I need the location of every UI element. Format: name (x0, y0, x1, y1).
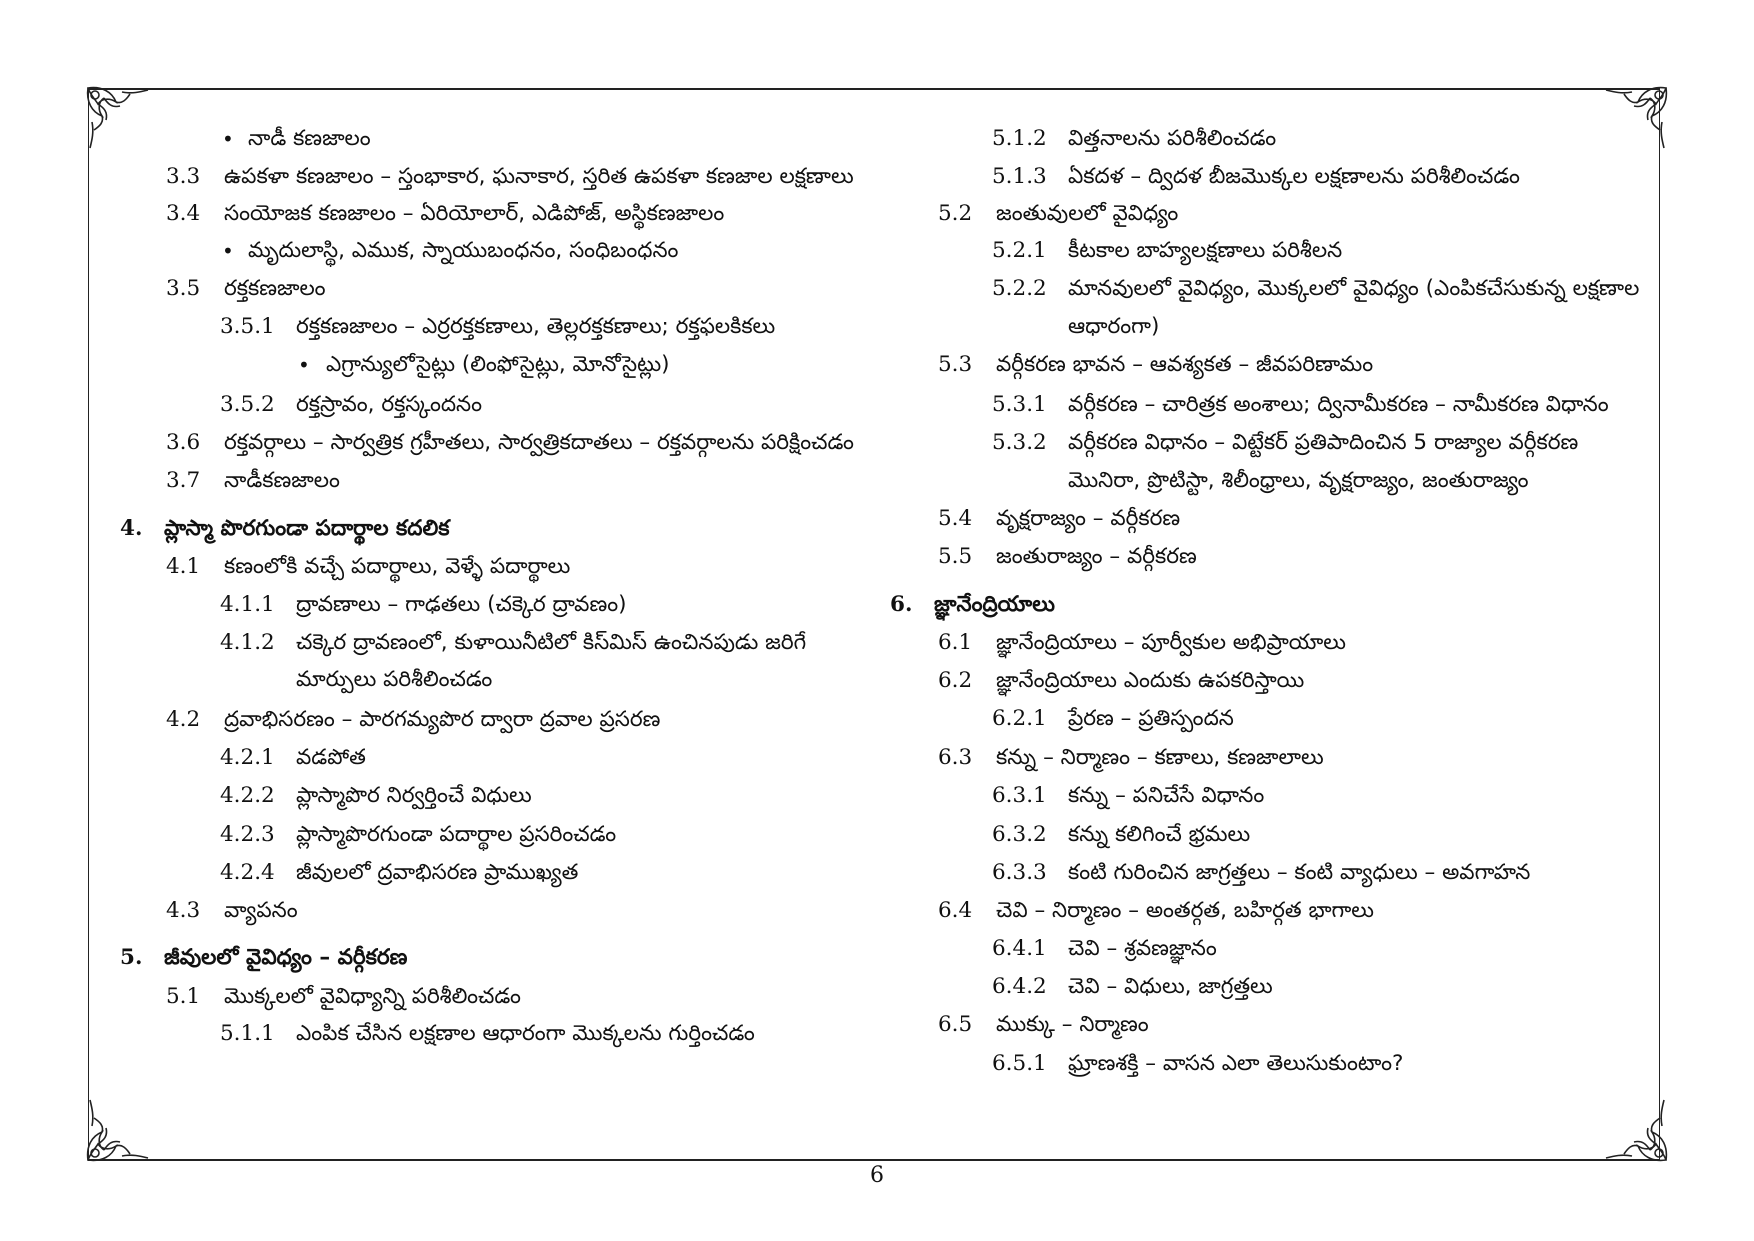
toc-entry-title: మొనిరా, ప్రొటిస్టా, శిలీంధ్రాలు, వృక్షరాజ్యం, జంతురాజ్యం (1068, 468, 1529, 493)
toc-entry-title: జంతువులలో వైవిధ్యం (996, 201, 1179, 226)
toc-entry-number: 6.4 (938, 898, 973, 923)
toc-entry-title: మృదులాస్థి, ఎముక, స్నాయుబంధనం, సంధిబంధనం (248, 238, 679, 263)
toc-entry-number: 6.3.2 (992, 822, 1047, 847)
toc-entry-title: ముక్కు – నిర్మాణం (996, 1012, 1149, 1037)
toc-entry-title: జీవులలో వైవిధ్యం – వర్గీకరణ (164, 945, 408, 970)
toc-entry-number: 4.2.1 (220, 745, 275, 770)
toc-entry-title: వడపోత (296, 745, 366, 770)
toc-entry-title: చెవి – శ్రవణజ్ఞానం (1068, 936, 1217, 961)
toc-entry-title: ప్లాస్మాపొరగుండా పదార్థాల ప్రసరించడం (296, 822, 617, 847)
toc-entry-number: 4.2.3 (220, 822, 275, 847)
toc-entry-title: జంతురాజ్యం – వర్గీకరణ (996, 544, 1197, 569)
toc-entry-number: 5.1.1 (220, 1021, 275, 1046)
toc-entry-title: మానవులలో వైవిధ్యం, మొక్కలలో వైవిధ్యం (ఎంపికచేసుకున్న లక్షణాల (1068, 276, 1640, 301)
toc-entry-number: 6.3.3 (992, 860, 1047, 885)
toc-entry-title: చక్కెర ద్రావణంలో, కుళాయినీటిలో కిస్‌మిస్ ఉంచినపుడు జరిగే (296, 630, 807, 655)
toc-entry-title: ప్లాస్మాపొర నిర్వర్తించే విధులు (296, 783, 532, 808)
corner-ornament-top-right (1602, 82, 1672, 152)
toc-entry-number: 6.3 (938, 745, 973, 770)
toc-entry-number: 3.6 (166, 430, 201, 455)
toc-entry-number: 5.3.2 (992, 430, 1047, 455)
toc-entry-title: ఏకదళ – ద్విదళ బీజమొక్కల లక్షణాలను పరిశీలించడం (1068, 164, 1520, 189)
toc-entry-number: 5.4 (938, 506, 973, 531)
toc-entry-title: కీటకాల బాహ్యలక్షణాలు పరిశీలన (1068, 238, 1343, 263)
toc-entry-number: 6.5.1 (992, 1051, 1047, 1076)
toc-entry-title: ఆధారంగా) (1068, 314, 1160, 339)
toc-entry-number: 5.3 (938, 352, 973, 377)
toc-entry-number: 4.1.2 (220, 630, 275, 655)
toc-entry-title: రక్తకణజాలం (224, 276, 326, 301)
toc-entry-number: 5.5 (938, 544, 973, 569)
corner-ornament-bottom-right (1602, 1096, 1672, 1166)
toc-entry-title: వర్గీకరణ విధానం – విట్టేకర్ ప్రతిపాదించిన 5 రాజ్యాల వర్గీకరణ (1068, 430, 1579, 455)
toc-entry-title: ప్లాస్మా పొరగుండా పదార్థాల కదలిక (164, 516, 450, 541)
page-number: 6 (870, 1163, 884, 1188)
toc-entry-title: రక్తస్రావం, రక్తస్కందనం (296, 392, 483, 417)
toc-entry-title: ద్రవాభిసరణం – పారగమ్యపొర ద్వారా ద్రవాల ప్రసరణ (224, 707, 661, 732)
toc-entry-number: 5.2.1 (992, 238, 1047, 263)
bullet-icon: • (222, 239, 234, 263)
toc-entry-number: 5.3.1 (992, 392, 1047, 417)
toc-entry-number: 3.5 (166, 276, 201, 301)
toc-entry-number: 3.3 (166, 164, 201, 189)
toc-entry-number: 6. (890, 592, 913, 617)
toc-entry-title: ద్రావణాలు – గాఢతలు (చక్కెర ద్రావణం) (296, 592, 627, 617)
toc-entry-title: మార్పులు పరిశీలించడం (296, 667, 493, 692)
toc-entry-title: వర్గీకరణ భావన – ఆవశ్యకత – జీవపరిణామం (996, 352, 1374, 377)
toc-entry-number: 6.1 (938, 630, 973, 655)
toc-entry-number: 3.5.2 (220, 392, 275, 417)
toc-entry-title: కన్ను కలిగించే భ్రమలు (1068, 822, 1251, 847)
toc-entry-title: కణంలోకి వచ్చే పదార్థాలు, వెళ్ళే పదార్థాలు (224, 554, 571, 579)
corner-ornament-top-left (82, 82, 152, 152)
toc-entry-number: 4.2 (166, 707, 201, 732)
toc-entry-title: జీవులలో ద్రవాభిసరణ ప్రాముఖ్యత (296, 860, 579, 885)
toc-entry-title: చెవి – విధులు, జాగ్రత్తలు (1068, 974, 1273, 999)
toc-entry-number: 5. (120, 945, 143, 970)
toc-entry-number: 4.1 (166, 554, 201, 579)
toc-entry-number: 3.5.1 (220, 314, 275, 339)
toc-entry-title: మొక్కలలో వైవిధ్యాన్ని పరిశీలించడం (224, 984, 521, 1009)
corner-ornament-bottom-left (82, 1096, 152, 1166)
toc-entry-title: రక్తవర్గాలు – సార్వత్రిక గ్రహీతలు, సార్వత్రికదాతలు – రక్తవర్గాలను పరిక్షించడం (224, 430, 854, 455)
toc-entry-title: వ్యాపనం (224, 898, 298, 923)
toc-entry-title: ఎంపిక చేసిన లక్షణాల ఆధారంగా మొక్కలను గుర్తించడం (296, 1021, 755, 1046)
toc-entry-title: జ్ఞానేంద్రియాలు ఎందుకు ఉపకరిస్తాయి (996, 668, 1305, 693)
toc-entry-title: కన్ను – నిర్మాణం – కణాలు, కణజాలాలు (996, 745, 1324, 770)
toc-entry-title: జ్ఞానేంద్రియాలు (934, 592, 1055, 617)
toc-entry-number: 6.4.2 (992, 974, 1047, 999)
toc-entry-number: 4.2.4 (220, 860, 275, 885)
toc-entry-number: 5.1.3 (992, 164, 1047, 189)
toc-entry-number: 6.4.1 (992, 936, 1047, 961)
toc-entry-title: విత్తనాలను పరిశీలించడం (1068, 126, 1277, 151)
toc-entry-number: 6.5 (938, 1012, 973, 1037)
toc-entry-title: కంటి గురించిన జాగ్రత్తలు – కంటి వ్యాధులు – అవగాహన (1068, 860, 1531, 885)
toc-entry-title: కన్ను – పనిచేసే విధానం (1068, 783, 1265, 808)
toc-entry-number: 6.2 (938, 668, 973, 693)
toc-entry-title: చెవి – నిర్మాణం – అంతర్గత, బహిర్గత భాగాలు (996, 898, 1374, 923)
toc-entry-number: 5.2.2 (992, 276, 1047, 301)
toc-entry-title: రక్తకణజాలం – ఎర్రరక్తకణాలు, తెల్లరక్తకణాలు; రక్తఫలకికలు (296, 314, 776, 339)
toc-entry-title: ఉపకళా కణజాలం – స్తంభాకార, ఘనాకార, స్తరిత ఉపకళా కణజాల లక్షణాలు (224, 164, 854, 189)
toc-entry-title: ఎగ్రాన్యులోసైట్లు (లింఫోసైట్లు, మోనోసైట్లు) (326, 352, 670, 377)
toc-entry-title: నాడీకణజాలం (224, 468, 340, 493)
toc-entry-number: 4.2.2 (220, 783, 275, 808)
toc-entry-title: నాడీ కణజాలం (248, 126, 371, 151)
toc-entry-number: 6.2.1 (992, 706, 1047, 731)
bullet-icon: • (298, 353, 310, 377)
bullet-icon: • (222, 127, 234, 151)
toc-entry-title: ప్రేరణ – ప్రతిస్పందన (1068, 706, 1234, 731)
toc-entry-number: 4.1.1 (220, 592, 275, 617)
toc-entry-number: 6.3.1 (992, 783, 1047, 808)
toc-entry-title: జ్ఞానేంద్రియాలు – పూర్వీకుల అభిప్రాయాలు (996, 630, 1346, 655)
toc-entry-title: ఘ్రాణశక్తి – వాసన ఎలా తెలుసుకుంటాం? (1068, 1051, 1404, 1076)
toc-entry-title: వృక్షరాజ్యం – వర్గీకరణ (996, 506, 1181, 531)
toc-entry-title: సంయోజక కణజాలం – ఏరియోలార్, ఎడిపోజ్, అస్థికణజాలం (224, 201, 725, 226)
toc-entry-number: 5.2 (938, 201, 973, 226)
toc-entry-number: 4. (120, 516, 143, 541)
toc-entry-number: 5.1 (166, 984, 201, 1009)
toc-entry-title: వర్గీకరణ – చారిత్రక అంశాలు; ద్వినామీకరణ – నామీకరణ విధానం (1068, 392, 1609, 417)
toc-entry-number: 4.3 (166, 898, 201, 923)
toc-entry-number: 3.7 (166, 468, 201, 493)
toc-entry-number: 3.4 (166, 201, 201, 226)
toc-entry-number: 5.1.2 (992, 126, 1047, 151)
